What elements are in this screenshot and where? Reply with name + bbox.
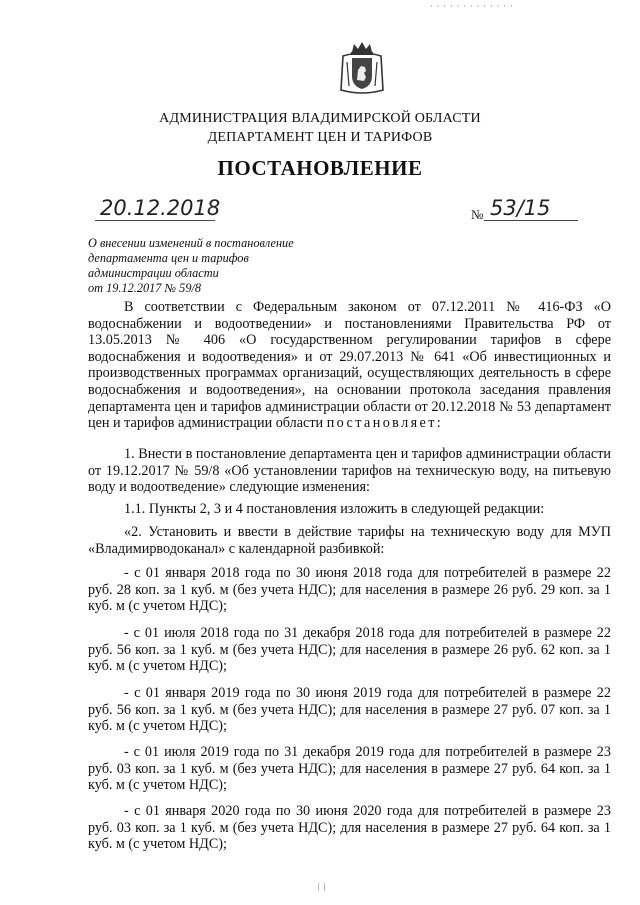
item-1-paragraph: 1. Внести в постановление департамента цен и тарифов администрации области от 19.12.2017 № 59/8 «Об установлении тарифов на техническую воду, на питьевую воду и водоотведение» следующие изменения: — [88, 446, 611, 496]
number-label: № — [471, 207, 484, 222]
scan-artifact: | | — [318, 882, 327, 891]
date-underline — [95, 220, 215, 221]
tariff-period: - с 01 января 2018 года по 30 июня 2018 года для потребителей в размере 22 руб. 28 коп. за 1 куб. м (без учета НДС); для населения в размере 26 руб. 29 коп. за 1 куб. м (с учетом НДС); — [88, 565, 611, 615]
preamble-paragraph — [88, 299, 611, 432]
subject-line: от 19.12.2017 № 59/8 — [88, 281, 202, 295]
scan-artifact: · · · · · · · · · · · · · — [430, 2, 514, 11]
tariff-period: - с 01 января 2020 года по 30 июня 2020 года для потребителей в размере 23 руб. 03 коп. за 1 куб. м (без учета НДС); для населения в размере 27 руб. 64 коп. за 1 куб. м (с учетом НДС); — [88, 803, 611, 853]
org-name: АДМИНИСТРАЦИЯ ВЛАДИМИРСКОЙ ОБЛАСТИ — [159, 111, 481, 126]
department-name: ДЕПАРТАМЕНТ ЦЕН И ТАРИФОВ — [207, 130, 433, 145]
item-1-1-paragraph: 1.1. Пункты 2, 3 и 4 постановления изложить в следующей редакции: — [124, 501, 545, 517]
subject-line: О внесении изменений в постановление — [88, 236, 294, 250]
tariff-period: - с 01 января 2019 года по 30 июня 2019 года для потребителей в размере 22 руб. 56 коп. за 1 куб. м (без учета НДС); для населения в размере 27 руб. 07 коп. за 1 куб. м (с учетом НДС); — [88, 685, 611, 735]
document-subject — [88, 236, 318, 296]
document-number: 53/15 — [490, 196, 551, 220]
resolves-word: постановляет: — [326, 415, 444, 432]
subject-line: администрации области — [88, 266, 219, 280]
item-2-paragraph: «2. Установить и ввести в действие тарифы на техническую воду для МУП «Владимирводоканал» с календарной разбивкой: — [88, 524, 611, 557]
coat-of-arms-icon — [339, 40, 385, 96]
preamble-text: В соответствии с Федеральным законом от 07.12.2011 № 416-ФЗ «О водоснабжении и водоотведении» и постановлениями Правительства РФ от 13.05.2013 № 406 «О государственном регулировании тарифов в сфере водоснабжения и водоотведения» и от 29.07.2013 № 641 «Об инвестиционных и производственных программах организаций, осуществляющих деятельность в сфере водоснабжения и водоотведения», на основании протокола заседания правления департамента цен и тарифов администрации области от 20.12.2018 № 53 департамент цен и тарифов администрации области — [88, 299, 611, 432]
number-underline — [484, 220, 578, 221]
tariff-period: - с 01 июля 2018 года по 31 декабря 2018 года для потребителей в размере 22 руб. 56 коп. за 1 куб. м (без учета НДС); для населения в размере 26 руб. 62 коп. за 1 куб. м (с учетом НДС); — [88, 625, 611, 675]
tariff-period: - с 01 июля 2019 года по 31 декабря 2019 года для потребителей в размере 23 руб. 03 коп. за 1 куб. м (без учета НДС); для населения в размере 27 руб. 64 коп. за 1 куб. м (с учетом НДС); — [88, 744, 611, 794]
document-date: 20.12.2018 — [100, 196, 221, 220]
document-title: ПОСТАНОВЛЕНИЕ — [217, 156, 423, 180]
subject-line: департамента цен и тарифов — [88, 251, 249, 265]
